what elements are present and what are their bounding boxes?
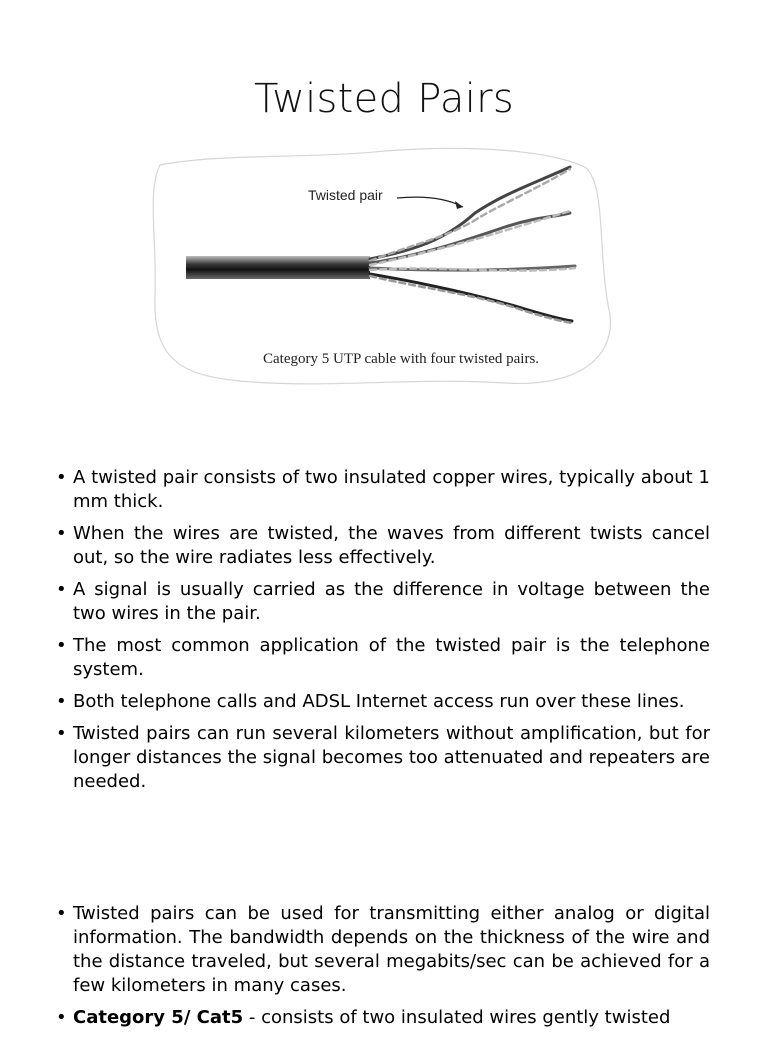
bullet-item: • Twisted pairs can run several kilometers without amplification, but for longer distances the signal becomes too attenuated and repeaters are needed. bbox=[56, 722, 710, 794]
figure-caption: Category 5 UTP cable with four twisted pairs. bbox=[263, 351, 540, 367]
bullet-item: • A twisted pair consists of two insulated copper wires, typically about 1 mm thick. bbox=[56, 466, 710, 514]
bullet-item-cat5 bbox=[56, 1006, 710, 1030]
cable-jacket bbox=[186, 256, 370, 279]
slide-title: Twisted Pairs bbox=[253, 76, 514, 122]
bullet-item: • Both telephone calls and ADSL Internet access run over these lines. bbox=[56, 690, 710, 714]
bullet-item: • A signal is usually carried as the difference in voltage between the two wires in the pair. bbox=[56, 578, 710, 626]
bullet-item: • The most common application of the twisted pair is the telephone system. bbox=[56, 634, 710, 682]
bullet-item: • Twisted pairs can be used for transmitting either analog or digital information. The bandwidth depends on the thickness of the wire and the distance traveled, but several megabits/sec can be achieved for a few kilometers in many cases. bbox=[56, 902, 710, 998]
bullet-list-main bbox=[56, 466, 710, 802]
figure-label: Twisted pair bbox=[308, 187, 383, 203]
bullet-item: • When the wires are twisted, the waves from different twists cancel out, so the wire radiates less effectively. bbox=[56, 522, 710, 570]
bullet-list-secondary bbox=[56, 902, 710, 1038]
cat5-term: Category 5/ Cat5 bbox=[73, 1007, 244, 1028]
twisted-pair-figure bbox=[145, 145, 615, 390]
cat5-text: - consists of two insulated wires gently twisted bbox=[243, 1007, 671, 1028]
